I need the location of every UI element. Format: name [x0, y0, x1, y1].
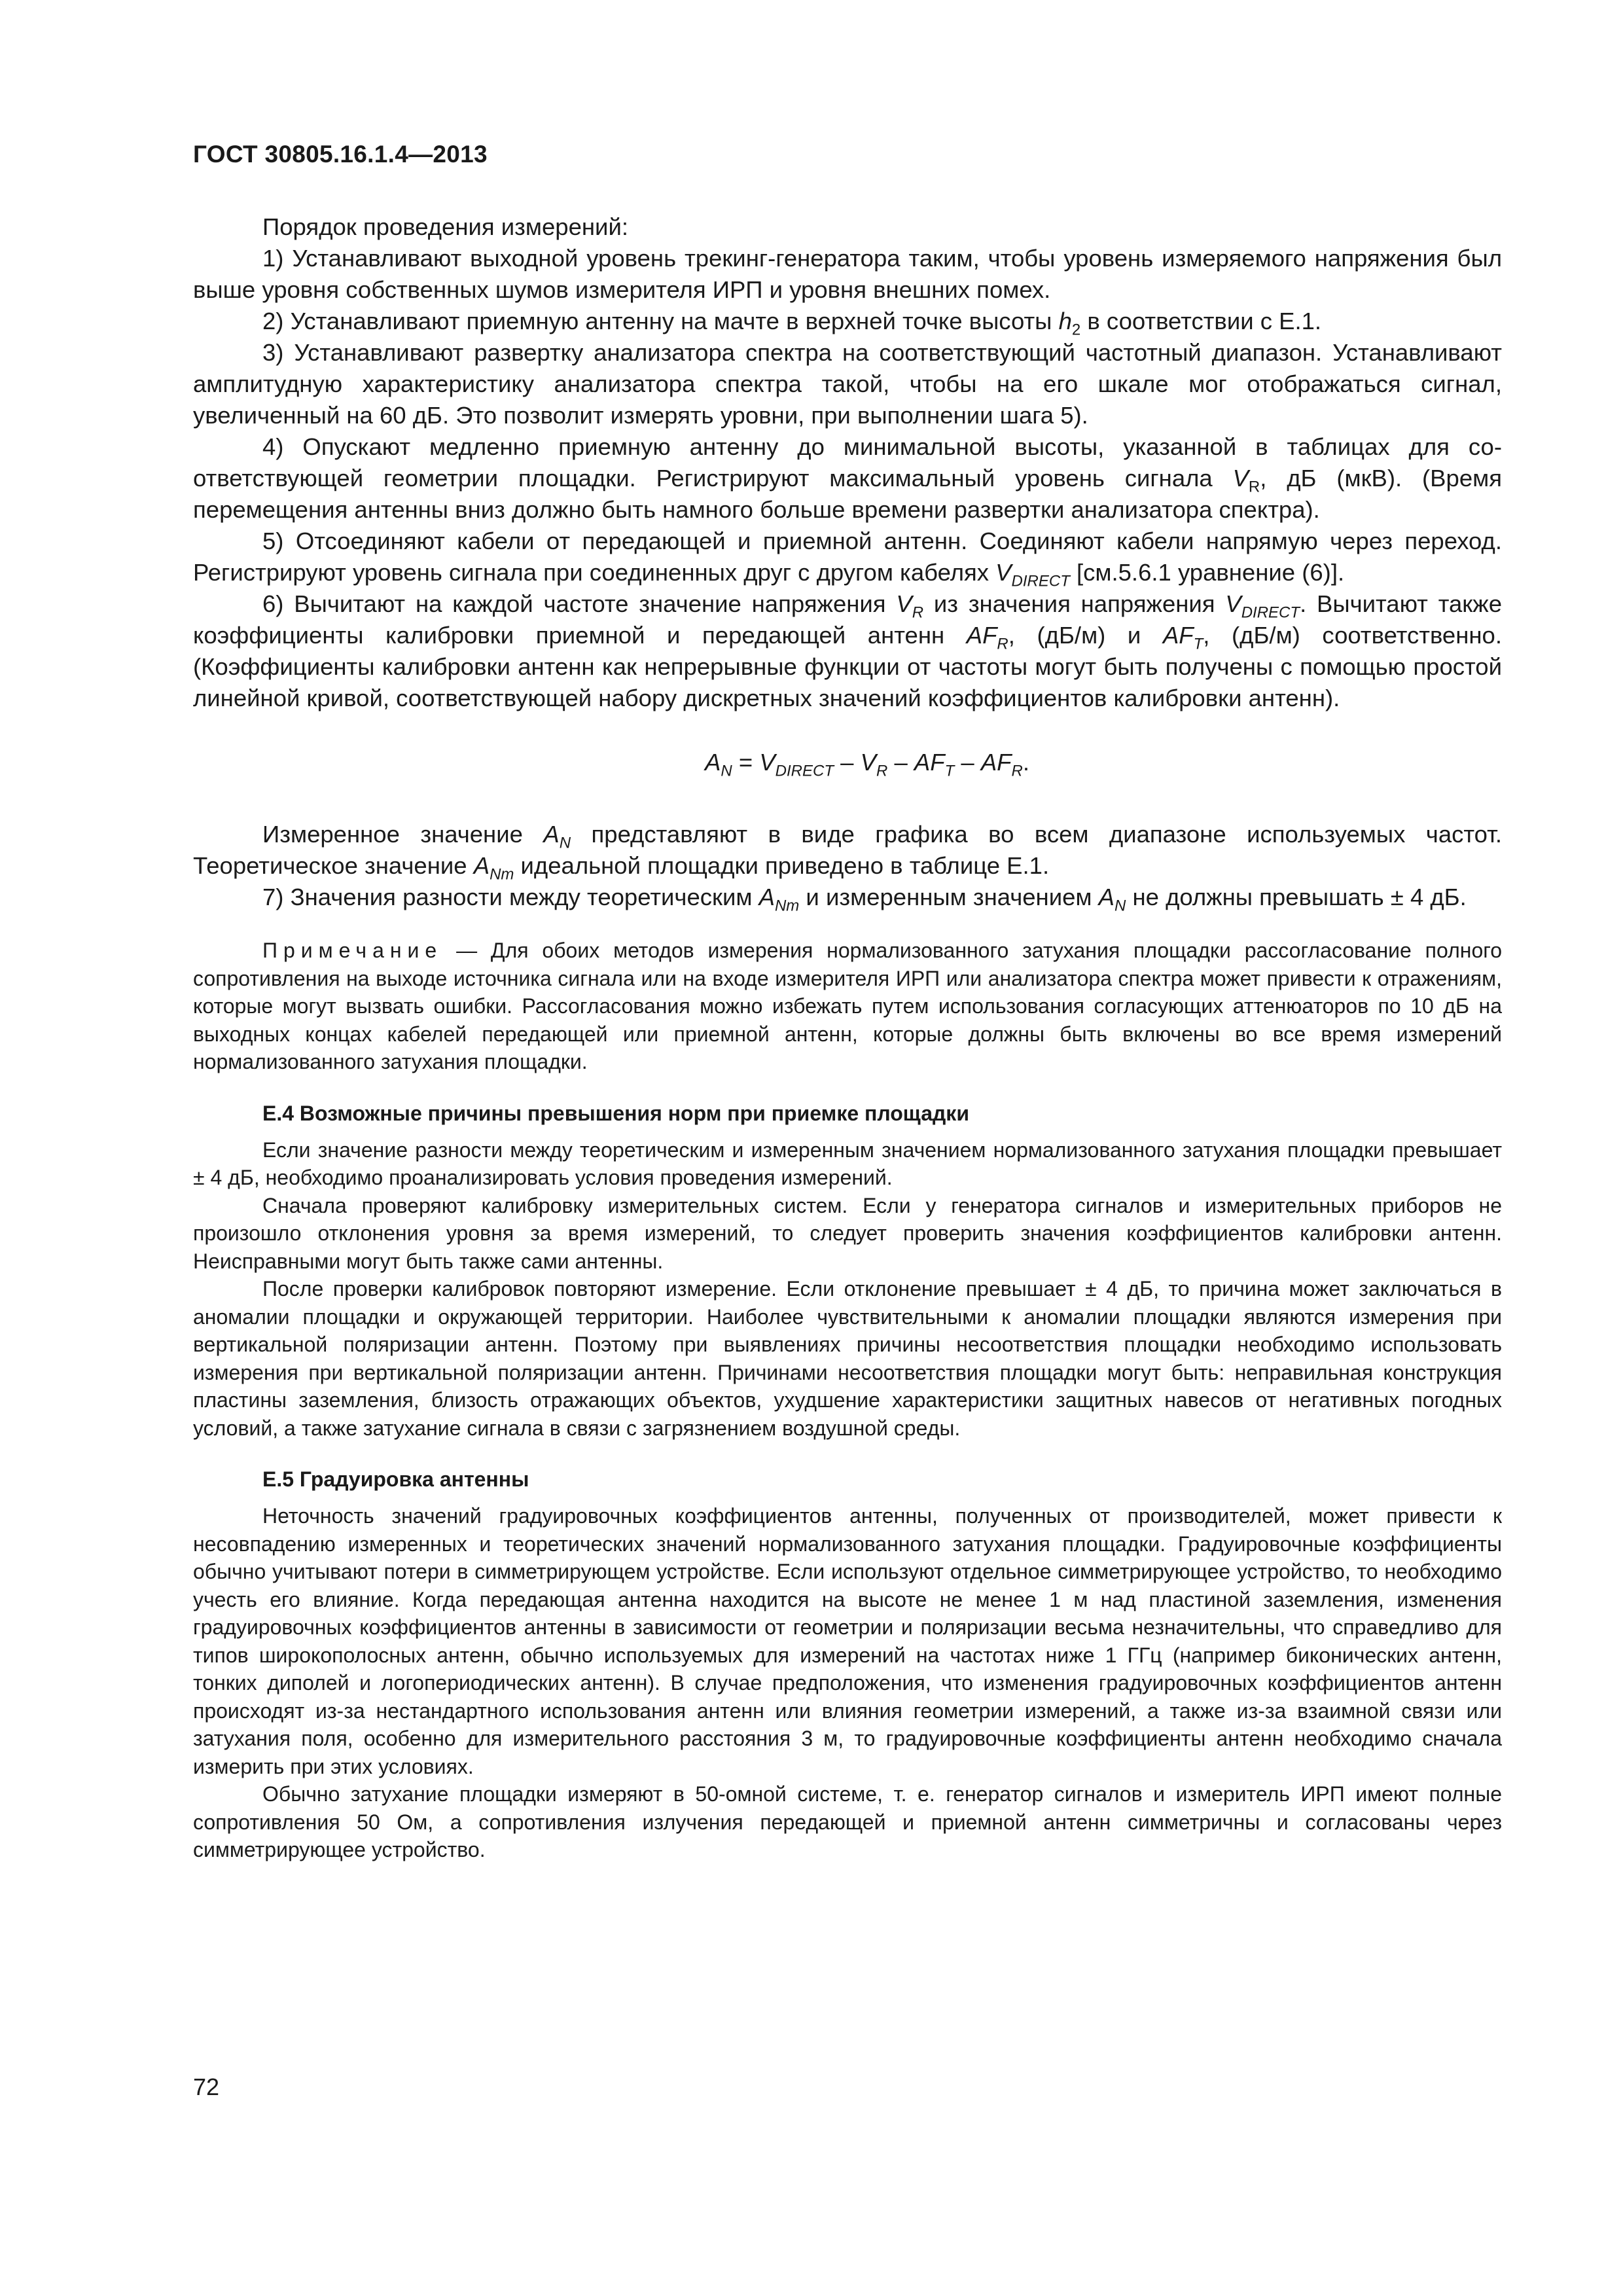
formula-subscript: N	[721, 762, 732, 780]
step-2-text: 2) Устанавливают приемную антенну на мачте в верхней точке высоты	[262, 308, 1059, 334]
section-e4-title: Е.4 Возможные причины превышения норм при приемке площадки	[262, 1101, 969, 1125]
procedure-step-3: 3) Устанавливают развертку анализатора спектра на соответствующий частотный диапазон. Устанавливают амплитудную характеристику анализатора спектра такой, чтобы на его шкале мог отображаться сигнал, увеличенный на 60 дБ. Это позволит измерять уровни, при выполнении шага 5).	[193, 339, 1502, 429]
measured-value-paragraph	[193, 819, 1502, 882]
section-e4-paragraph: После проверки калибровок повторяют измерение. Если отклонение превышает ± 4 дБ, то причина может заключаться в аномалии площадки и окружающей территории. Наиболее чувствительными к аномалии площадки являются измерения при вертикальной поляризации антенн. Поэтому при выявлениях причины несоответствия площадки необходимо использовать измерения при вертикальной поляризации антенн. Причинами несоответствия площадки могут быть: неправильная конструкция пластины заземления, близость отражающих объектов, ухудшение характеристики защитных навесов от негативных погодных условий, а также затухание сигнала в связи с загрязнением воздушной среды.	[193, 1277, 1502, 1440]
variable-subscript: R	[997, 635, 1008, 653]
variable-subscript: N	[1115, 897, 1126, 915]
variable-v: V	[1225, 590, 1241, 617]
formula-operator: –	[954, 749, 981, 776]
step-2-text-end: в соответствии с Е.1.	[1080, 308, 1322, 334]
note-text: — Для обоих методов измерения нормализованного затухания площадки рассогласование полного сопротивления на выходе источника сигнала или на входе измерителя ИРП или анализатора спектра может привести к отражениям, которые могут вызвать ошибки. Рассогласования можно избежать путем использования согласующих аттенюаторов по 10 дБ на выходных концах кабелей передающей или приемной антенн, которые должны быть включены во все время измерений нормализованного затухания площадки.	[193, 939, 1502, 1073]
variable-subscript: DIRECT	[1011, 572, 1070, 590]
procedure-step-6	[193, 588, 1502, 714]
variable-h: h	[1058, 308, 1072, 334]
page-number: 72	[193, 2073, 220, 2100]
formula-term: V	[759, 749, 776, 776]
formula-an	[193, 747, 1502, 778]
variable-subscript: R	[1248, 478, 1260, 496]
variable-v: V	[995, 559, 1012, 586]
formula-subscript: DIRECT	[775, 762, 834, 780]
variable-subscript: Nm	[774, 897, 800, 915]
section-e5-paragraph: Неточность значений градуировочных коэффициентов антенны, полученных от производителей, может привести к несовпадению измеренных и теоретических значений нормализованного затухания площадки. Градуировочные коэффициенты обычно учитывают потери в симметрирующем устройстве. Если используют отдельное симметрирующее устройство, то необходимо учесть его влияние. Когда передающая антенна находится на высоте не менее 1 м над пластиной заземления, изменения градуировочных коэффициентов антенны в зависимости от геометрии и поляризации весьма незначительны, что справедливо для типов широкополосных антенн, обычно используемых для измерений на частотах ниже 1 ГГц (например биконических антенн, тонких диполей и логопериодических антенн). В случае предположения, что изменения градуировочных коэффициентов антенн происходят из-за нестандартного использования антенн или влияния геометрии измерений, а также из-за взаимной связи или затухания поля, особенно для измерительного расстояния 3 м, то градуировочные коэффициенты антенн необходимо сначала измерить при этих условиях.	[193, 1504, 1502, 1778]
variable-v: V	[1232, 465, 1249, 492]
formula-term: V	[860, 749, 876, 776]
formula-subscript: R	[1011, 762, 1023, 780]
formula-operator: –	[887, 749, 914, 776]
formula-operator: –	[834, 749, 861, 776]
section-e5-body	[193, 1502, 1502, 1864]
step-7-text: и измеренным значением	[799, 884, 1099, 910]
section-e5-title: Е.5 Градуировка антенны	[262, 1467, 529, 1491]
formula-subscript: T	[944, 762, 955, 780]
section-e4-paragraph: Сначала проверяют калибровку измерительных систем. Если у генератора сигналов и измерительных приборов не произошло отклонения уровня за время измерений, то следует проверить значения коэффициентов калибровки антенн. Неисправными могут быть также сами антенны.	[193, 1193, 1502, 1273]
procedure-section	[193, 211, 1502, 913]
procedure-step-4	[193, 431, 1502, 526]
procedure-intro: Порядок проведения измерений:	[262, 213, 628, 240]
variable-v: V	[896, 590, 912, 617]
formula-term: A	[705, 749, 721, 776]
variable-af: AF	[966, 622, 997, 649]
section-e4-paragraph: Если значение разности между теоретическим и измеренным значением нормализованного затухания площадки превышает ± 4 дБ, необходимо проанализировать условия проведения измерений.	[193, 1138, 1502, 1189]
section-e4-body	[193, 1136, 1502, 1443]
note-paragraph	[193, 937, 1502, 1076]
step-6-text: 6) Вычитают на каждой частоте значение напряжения	[262, 590, 897, 617]
step-4-text-end: , дБ (мкВ). (Время перемещения антенны вниз должно быть намного больше времени развертки анализатора спектра).	[193, 465, 1502, 523]
variable-af: AF	[1162, 622, 1194, 649]
formula-operator: =	[732, 749, 760, 776]
formula-subscript: R	[876, 762, 888, 780]
variable-subscript: R	[912, 603, 924, 622]
section-e5-paragraph: Обычно затухание площадки измеряют в 50-омной системе, т. е. генератор сигналов и измеритель ИРП имеют полные сопротивления 50 Ом, а сопротивления излучения передающей и приемной антенн симметричны и согласованы через симметрирующее устройство.	[193, 1782, 1502, 1861]
step-4-text: 4) Опускают медленно приемную антенну до минимальной высоты, указанной в таблицах для соответствующей геометрии площадки. Регистрируют максимальный уровень сигнала	[193, 433, 1502, 492]
variable-subscript: 2	[1071, 321, 1081, 339]
variable-subscript: Nm	[490, 865, 514, 884]
procedure-step-1: 1) Устанавливают выходной уровень трекинг-генератора таким, чтобы уровень измеряемого напряжения был выше уровня собственных шумов измерителя ИРП и уровня внешних помех.	[193, 245, 1502, 303]
step-5-text-end: [см.5.6.1 уравнение (6)].	[1069, 559, 1345, 586]
variable-subscript: N	[559, 834, 571, 852]
formula-period: .	[1022, 749, 1029, 776]
step-5-text: 5) Отсоединяют кабели от передающей и приемной антенн. Соединяют кабели напрямую через переход. Регистрируют уровень сигнала при соединенных друг с другом кабелях	[193, 528, 1502, 586]
procedure-step-7	[193, 882, 1502, 913]
variable-a: A	[473, 852, 490, 879]
variable-a: A	[1098, 884, 1115, 910]
standard-header: ГОСТ 30805.16.1.4—2013	[193, 141, 488, 168]
step-7-text-end: не должны превышать ± 4 дБ.	[1126, 884, 1467, 910]
variable-subscript: T	[1193, 635, 1204, 653]
variable-subscript: DIRECT	[1241, 603, 1300, 622]
variable-a: A	[543, 821, 560, 848]
formula-term: AF	[914, 749, 945, 776]
measured-text: Измеренное значение	[262, 821, 544, 848]
measured-text-end: идеальной площадки приведено в таблице Е.1.	[514, 852, 1050, 879]
variable-a: A	[758, 884, 775, 910]
step-7-text: 7) Значения разности между теоретическим	[262, 884, 759, 910]
procedure-step-5	[193, 526, 1502, 588]
formula-term: AF	[980, 749, 1012, 776]
note-label: Примечание	[262, 939, 443, 962]
step-6-text-end: , (дБ/м) соответственно. (Коэффициенты калибровки антенн как непрерывные функции от частоты могут быть получены с помощью простой линейной кривой, соответствующей набору дискретных значений коэффициентов калибровки антенн).	[193, 622, 1502, 711]
step-6-text: из значения напряжения	[923, 590, 1226, 617]
measured-text: представляют в виде графика во всем диапазоне используемых частот. Теоретическое значение	[193, 821, 1502, 879]
procedure-step-2	[193, 306, 1502, 337]
step-6-text: , (дБ/м) и	[1008, 622, 1163, 649]
document-page	[193, 141, 1502, 1864]
step-6-text: . Вычитают также коэффициенты калибровки приемной и передающей антенн	[193, 590, 1502, 649]
